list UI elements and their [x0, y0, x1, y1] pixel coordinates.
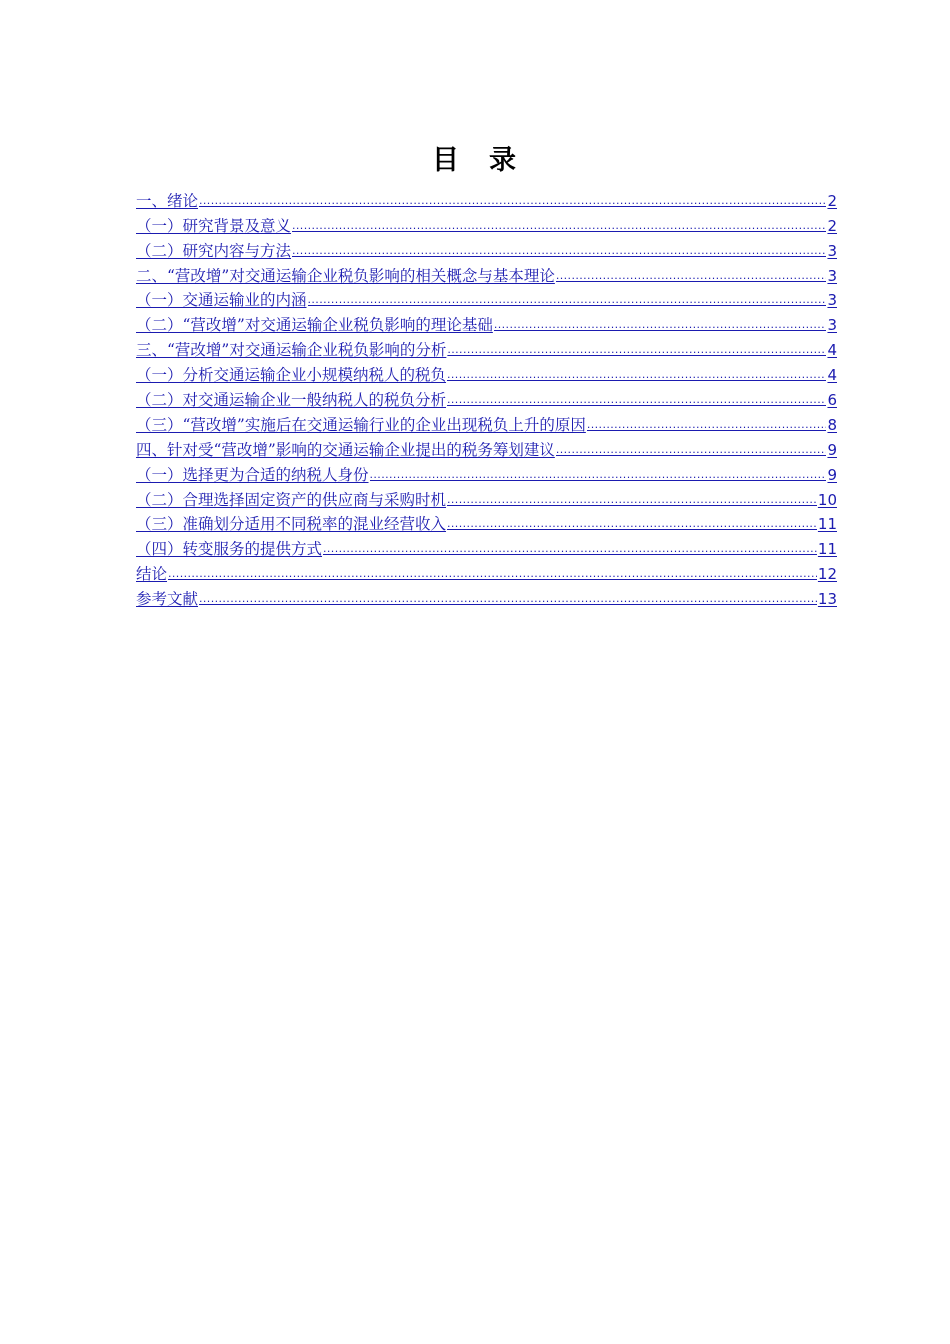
title-char-1: 目	[432, 145, 461, 176]
toc-entry-1-2[interactable]	[136, 235, 837, 260]
dot-leader	[587, 416, 827, 434]
toc-page-number: 2	[827, 216, 837, 235]
toc-entry-3-3[interactable]	[136, 409, 837, 434]
toc-label: 参考文献	[136, 590, 199, 609]
toc-label: （二）合理选择固定资产的供应商与采购时机	[136, 490, 447, 509]
toc-label: （二）研究内容与方法	[136, 241, 292, 260]
dot-leader	[447, 491, 817, 509]
toc-entry-4-3[interactable]	[136, 509, 837, 534]
toc-page-number: 8	[827, 415, 837, 434]
toc-label: （二）对交通运输企业一般纳税人的税负分析	[136, 391, 447, 410]
toc-entry-3-2[interactable]	[136, 384, 837, 409]
toc-entry-4[interactable]	[136, 434, 837, 459]
toc-page-number: 11	[817, 540, 837, 559]
toc-page-number: 4	[827, 366, 837, 385]
toc-page-number: 11	[817, 515, 837, 534]
dot-leader	[308, 291, 827, 309]
toc-label: 四、针对受“营改增”影响的交通运输企业提出的税务筹划建议	[136, 440, 555, 459]
toc-entry-2[interactable]	[136, 260, 837, 285]
toc-label: （二）“营改增”对交通运输企业税负影响的理论基础	[136, 316, 493, 335]
dot-leader	[199, 192, 826, 210]
toc-label: （三）“营改增”实施后在交通运输行业的企业出现税负上升的原因	[136, 415, 586, 434]
toc-entry-conclusion[interactable]	[136, 558, 837, 583]
toc-label: 三、“营改增”对交通运输企业税负影响的分析	[136, 341, 447, 360]
toc-label: 结论	[136, 565, 168, 584]
toc-entry-references[interactable]	[136, 583, 837, 608]
toc-page-number: 9	[827, 465, 837, 484]
dot-leader	[447, 515, 817, 533]
toc-entry-1[interactable]	[136, 185, 837, 210]
toc-entry-3-1[interactable]	[136, 359, 837, 384]
toc-label: （一）交通运输业的内涵	[136, 291, 307, 310]
toc-page-number: 9	[827, 440, 837, 459]
toc-page-number: 10	[817, 490, 837, 509]
page-title	[0, 143, 950, 179]
toc-page-number: 6	[827, 391, 837, 410]
toc-entry-3[interactable]	[136, 334, 837, 359]
dot-leader	[447, 391, 826, 409]
toc-page-number: 3	[827, 266, 837, 285]
toc-page-number: 2	[827, 191, 837, 210]
toc-entry-2-1[interactable]	[136, 285, 837, 310]
dot-leader	[370, 466, 827, 484]
toc-entry-4-4[interactable]	[136, 533, 837, 558]
toc-label: 二、“营改增”对交通运输企业税负影响的相关概念与基本理论	[136, 266, 555, 285]
toc-label: （一）研究背景及意义	[136, 216, 292, 235]
toc-label: 一、绪论	[136, 191, 199, 210]
dot-leader	[292, 217, 826, 235]
toc-page-number: 3	[827, 316, 837, 335]
dot-leader	[199, 590, 817, 608]
table-of-contents	[136, 185, 837, 608]
toc-page-number: 3	[827, 241, 837, 260]
dot-leader	[292, 242, 826, 260]
dot-leader	[447, 366, 826, 384]
toc-page-number: 12	[817, 565, 837, 584]
dot-leader	[168, 565, 817, 583]
dot-leader	[447, 341, 826, 359]
toc-page-number: 4	[827, 341, 837, 360]
dot-leader	[494, 316, 827, 334]
toc-label: （三）准确划分适用不同税率的混业经营收入	[136, 515, 447, 534]
dot-leader	[323, 540, 817, 558]
title-char-2: 录	[489, 145, 518, 176]
toc-entry-4-1[interactable]	[136, 459, 837, 484]
toc-label: （一）选择更为合适的纳税人身份	[136, 465, 369, 484]
toc-page-number: 3	[827, 291, 837, 310]
toc-label: （四）转变服务的提供方式	[136, 540, 323, 559]
dot-leader	[556, 441, 827, 459]
toc-entry-1-1[interactable]	[136, 210, 837, 235]
toc-entry-4-2[interactable]	[136, 484, 837, 509]
toc-page-number: 13	[817, 590, 837, 609]
toc-label: （一）分析交通运输企业小规模纳税人的税负	[136, 366, 447, 385]
toc-entry-2-2[interactable]	[136, 309, 837, 334]
dot-leader	[556, 267, 827, 285]
